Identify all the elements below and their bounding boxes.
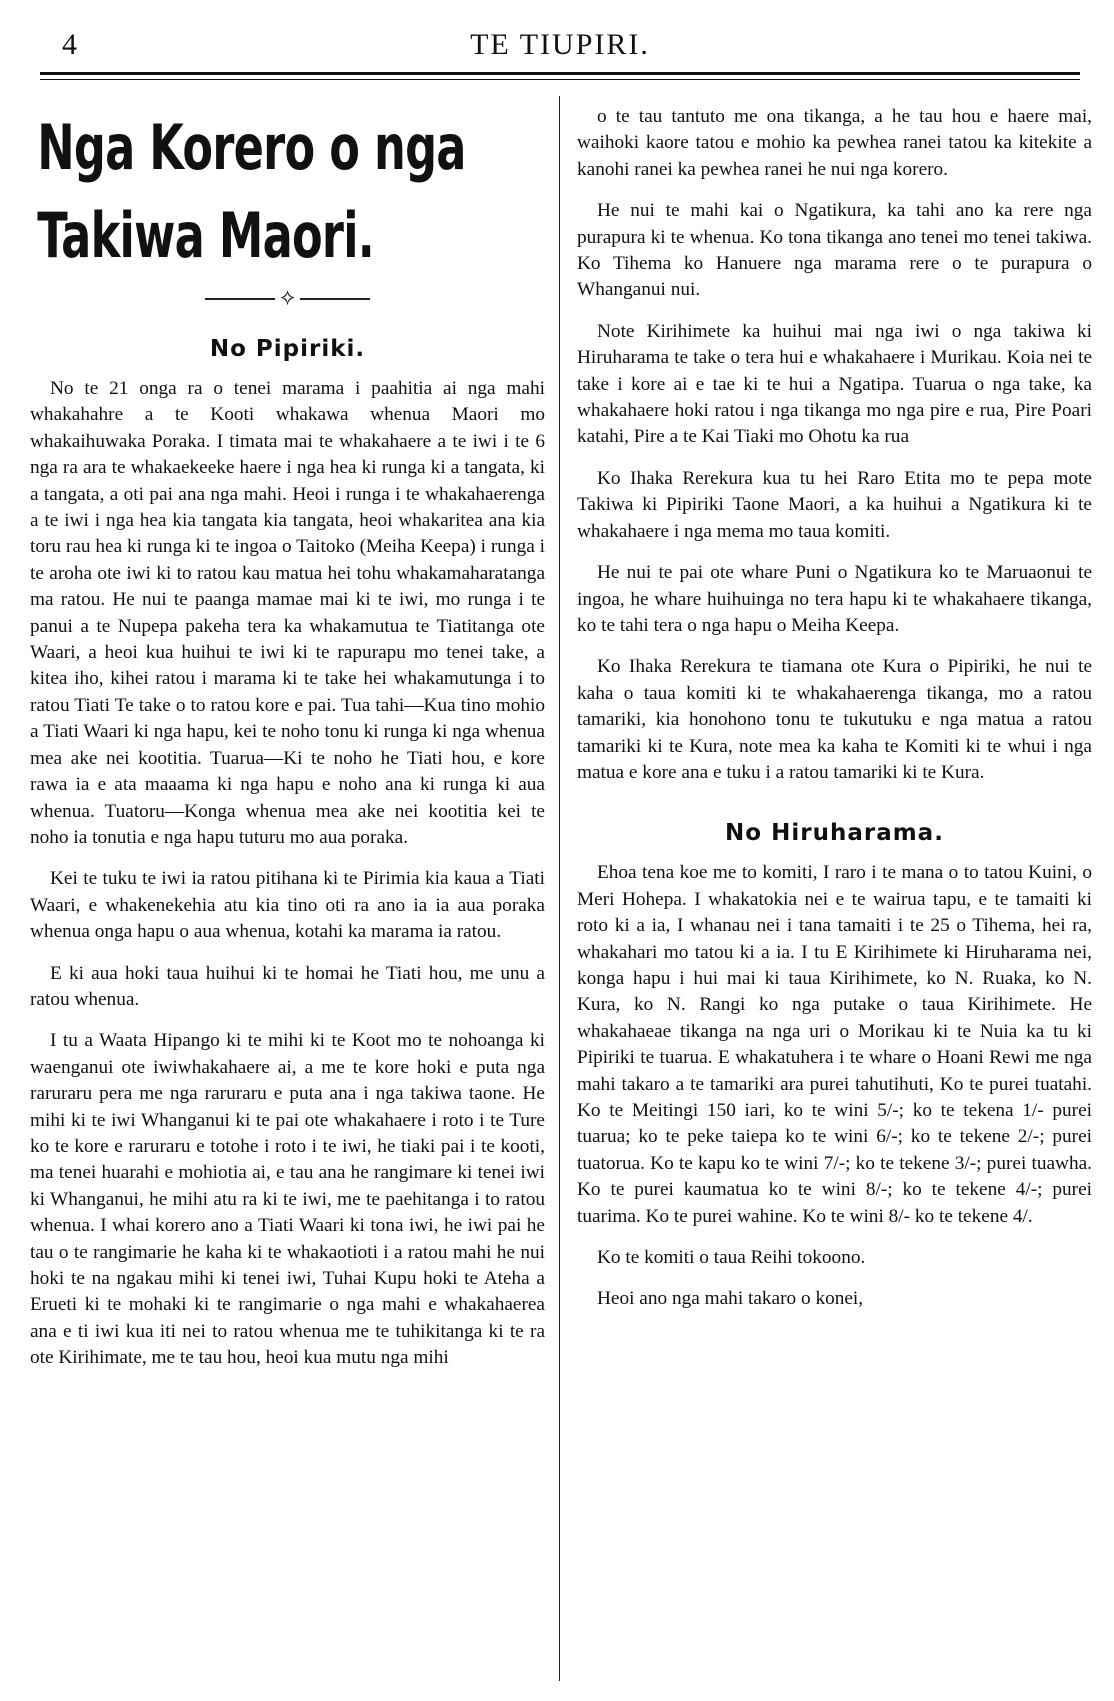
- paragraph: Ko Ihaka Rerekura te tiamana ote Kura o Pipiriki, he nui te kaha o taua komiti ki te whakahaerenga tikanga, mo a ratou tamariki, kia honohono tonu te tukutuku e nga matua a ratou tamariki ki te Kura, note mea ka kaha te Komiti ki te whui i nga matua e kore ana e tuku i a ratou tamariki ki te Kura.: [577, 656, 1092, 783]
- ornament-icon: ⟡: [280, 284, 295, 309]
- paragraph: Note Kirihimete ka huihui mai nga iwi o nga takiwa ki Hiruharama te take o tera hui e whakahaere i Murikau. Koia nei te take i kore ai e tae ki te hui a Ngatipa. Tuarua o nga take, ka whakahaere hoki ratou i nga tikanga mo nga pire e rua, Pire Poari katahi, Pire a te Kai Tiaki mo Ohotu ka rua: [577, 320, 1092, 448]
- ornament-divider: [30, 284, 545, 310]
- paragraph: Ko te komiti o taua Reihi tokoono.: [597, 1247, 866, 1269]
- page-header: [40, 18, 1080, 70]
- section-title-hiruharama: No Hiruharama.: [725, 820, 944, 847]
- running-title: TE TIUPIRI.: [470, 28, 650, 61]
- paragraph: I tu a Waata Hipango ki te mihi ki te Koot mo te nohoanga ki waenganui ote iwiwhakahaere ai, a me te kore hoki e puta nga raruraru pera me nga raruraru e puta ana i nga takiwa taone. He mihi ki te iwi Whanganui ki te pai ote whakahaere i roto i te Ture ko te kore e raruraru e totohe i roto i te iwi, he tiaki pai i te kooti, ma tenei huarahi e mohiotia ai, e tau ana he rangimare ki tenei iwi ki Whanganui, he mihi atu ra ki te iwi, me te paehitanga i to ratou whenua. I whai korero ano a Tiati Waari ki tona iwi, he iwi pai he tau o te rangimarie he kaha ki te whakaotioti i a ratou mahi he nui hoki te na ngakau mihi ki tenei iwi, Tuhai Kupu hoki te Ateha a Erueti ki te mohaki ki te rangimarie o nga mahi e whakahaerea ana e ti iwi kua iti nei to ratou whenua me te tuhikitanga ki te ra ote Kirihimate, me te tau hou, heoi kua mutu nga mihi: [30, 1030, 545, 1369]
- paragraph: E ki aua hoki taua huihui ki te homai he Tiati hou, me unu a ratou whenua.: [30, 962, 545, 1010]
- paragraph: He nui te pai ote whare Puni o Ngatikura ko te Maruaonui te ingoa, he whare huihuinga no tera hapu ki te whakahaere tikanga, ko te tahi tera o nga hapu o Meiha Keepa.: [577, 562, 1092, 636]
- header-rule-thin: [40, 79, 1080, 80]
- left-column: [30, 104, 545, 1387]
- right-column: [577, 104, 1092, 1328]
- section-title-pipiriki: No Pipiriki.: [209, 336, 366, 362]
- paragraph: o te tau tantuto me ona tikanga, a he tau hou e haere mai, waihoki kaore tatou e mohio ka pewhea ranei tatou ka kitekite a kanohi ranei ka pewhea ranei he nui nga korero.: [577, 106, 1092, 180]
- paragraph: Kei te tuku te iwi ia ratou pitihana ki te Pirimia kia kaua a Tiati Waari, e whakenekehia atu kia tino oti ra ano ia ia aua poraka whenua onga hapu o aua whenua, kotahi ka marama ia ratou.: [30, 868, 545, 943]
- paragraph: Ko Ihaka Rerekura kua tu hei Raro Etita mo te pepa mote Takiwa ki Pipiriki Taone Maori, a ka huihui a Ngatikura ki te whakahaere i nga mema mo taua komiti.: [577, 467, 1092, 542]
- paragraph: He nui te mahi kai o Ngatikura, ka tahi ano ka rere nga purapura ki te whenua. Ko tona tikanga ano tenei mo tenei takiwa. Ko Tihema ko Hanuere nga marama rere o te purapura o Whanganui nui.: [577, 200, 1092, 301]
- paragraph: Ehoa tena koe me to komiti, I raro i te mana o to tatou Kuini, o Meri Hohepa. I whakatokia nei e te wairua tapu, e te tamaiti ki roto ki a ia, I whanau nei i tana tamaiti i te 25 o Tihema, hei ra, whakahari mo tatou ki a ia. I tu E Kirihimete ki Hiruharama nei, konga hapu i hui mai ki taua Kirihimete, ko N. Ruaka, ko N. Kura, ko N. Rangi ko nga putake o taua Kirihimete. He whakahaeae tikanga na nga uri o Morikau ki te Nuia ka tu ki Pipiriki te tuarua. E whakatuhera i te whare o Hoani Rewi me nga mahi takaro a te tamariki ara purei tahutihuti, Ko te purei tuatahi. Ko te Meitingi 150 iari, ko te wini 5/-; ko te tekena 1/- purei tuarua; ko te peke taiepa ko te wini 6/-; ko te tekene 2/-; purei tuatorua. Ko te kapu ko te wini 7/-; ko te tekene 3/-; purei tuawha. Ko te purei kaumatua ko te wini 8/-; ko te tekene 4/-; purei tuarima. Ko te purei wahine. Ko te wini 8/- ko te tekene 4/.: [577, 862, 1092, 1227]
- header-rule-thick: [40, 72, 1080, 75]
- paragraph: Heoi ano nga mahi takaro o konei,: [597, 1288, 864, 1310]
- page-number: 4: [62, 28, 77, 61]
- headline: Nga Korero o nga Takiwa Maori.: [37, 111, 466, 272]
- column-divider: [559, 96, 560, 1681]
- paragraph: No te 21 onga ra o tenei marama i paahitia ai nga mahi whakahahre a te Kooti whakawa whenua Maori mo whakaihuwaka Poraka. I timata mai te whakahaere a te iwi i te 6 nga ra ara te whakaekeeke haere i nga hea ki runga ki a tangata, ki a tangata, a oti pai ana nga mahi. Heoi i runga i te whakahaerenga a te iwi i nga hea kia tangata kia tangata, heoi whakaritea ana kia toru rau hea ki runga ki te ingoa o Taitoko (Meiha Keepa) i runga i te aroha ote iwi ki to ratou kau matua hei tohu whakamaharatanga ma ratou. He nui te paanga mamae mai ki te iwi, mo runga i te panui a te Nupepa pakeha tera ka whakamutua te Tiatitanga ote Waari, a heoi kua huihui te iwi ki te rapurapu mo tenei take, a kitea iho, kihei ratou i marama ki te take hei whakamutunga i to ratou Tiati Te take o to ratou kore e pai. Tua tahi—Kua tino mohio a Tiati Waari ki nga hapu, kei te noho tonu ki runga ki nga whenua mea ake nei kootitia. Tuarua—Ki te noho he Tiati hou, e kore rawa ia e ata maaama ki nga hapu e noho ana ki runga ki aua whenua. Tuatoru—Konga whenua mea ake nei kootitia kei te noho ia tonutia e nga hapu tuturu mo aua poraka.: [30, 378, 545, 848]
